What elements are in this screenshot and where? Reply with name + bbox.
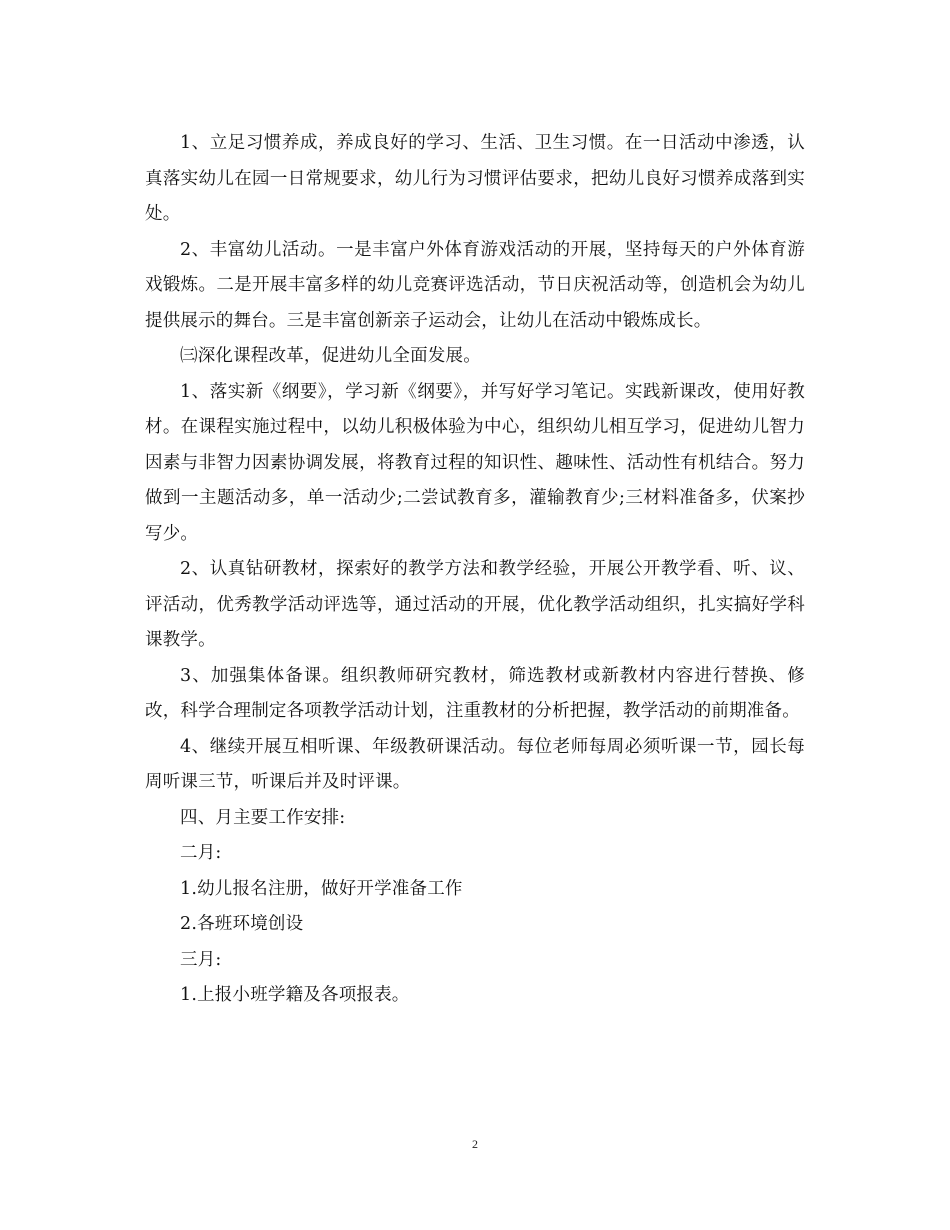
paragraph-implement-outline: 1、落实新《纲要》，学习新《纲要》，并写好学习笔记。实践新课改，使用好教材。在课程实施过程中，以幼儿积极体验为中心，组织幼儿相互学习，促进幼儿智力因素与非智力因素协调发展，将教育过程的知识性、趣味性、活动性有机结合。努力做到一主题活动多，单一活动少;二尝试教育多，灌输教育少;三材料准备多，伏案抄写少。 — [145, 381, 805, 544]
month-heading-march: 三月: — [180, 949, 222, 970]
document-body — [145, 126, 805, 1014]
month-heading-february: 二月: — [180, 843, 222, 863]
section-heading-curriculum-reform: ㈢深化课程改革，促进幼儿全面发展。 — [180, 346, 481, 366]
paragraph-habit-formation: 1、立足习惯养成，养成良好的学习、生活、卫生习惯。在一日活动中渗透，认真落实幼儿在园一日常规要求，幼儿行为习惯评估要求，把幼儿良好习惯养成落到实处。 — [145, 133, 805, 224]
paragraph-study-materials: 2、认真钻研教材，探索好的教学方法和教学经验，开展公开教学看、听、议、评活动，优秀教学活动评选等，通过活动的开展，优化教学活动组织，扎实搞好学科课教学。 — [145, 559, 805, 650]
paragraph-enrich-activities: 2、丰富幼儿活动。一是丰富户外体育游戏活动的开展，坚持每天的户外体育游戏锻炼。二是开展丰富多样的幼儿竞赛评选活动，节日庆祝活动等，创造机会为幼儿提供展示的舞台。三是丰富创新亲子运动会，让幼儿在活动中锻炼成长。 — [145, 239, 805, 331]
list-item-march-1: 1.上报小班学籍及各项报表。 — [180, 985, 410, 1005]
page-number: 2 — [472, 1137, 478, 1151]
section-heading-monthly-schedule: 四、月主要工作安排: — [180, 807, 346, 828]
list-item-february-2: 2.各班环境创设 — [180, 914, 304, 934]
paragraph-mutual-observation: 4、继续开展互相听课、年级教研课活动。每位老师每周必须听课一节，园长每周听课三节，听课后并及时评课。 — [145, 736, 805, 792]
paragraph-collective-preparation: 3、加强集体备课。组织教师研究教材，筛选教材或新教材内容进行替换、修改，科学合理制定各项教学活动计划，注重教材的分析把握，教学活动的前期准备。 — [145, 665, 805, 721]
list-item-february-1: 1.幼儿报名注册，做好开学准备工作 — [180, 878, 463, 899]
